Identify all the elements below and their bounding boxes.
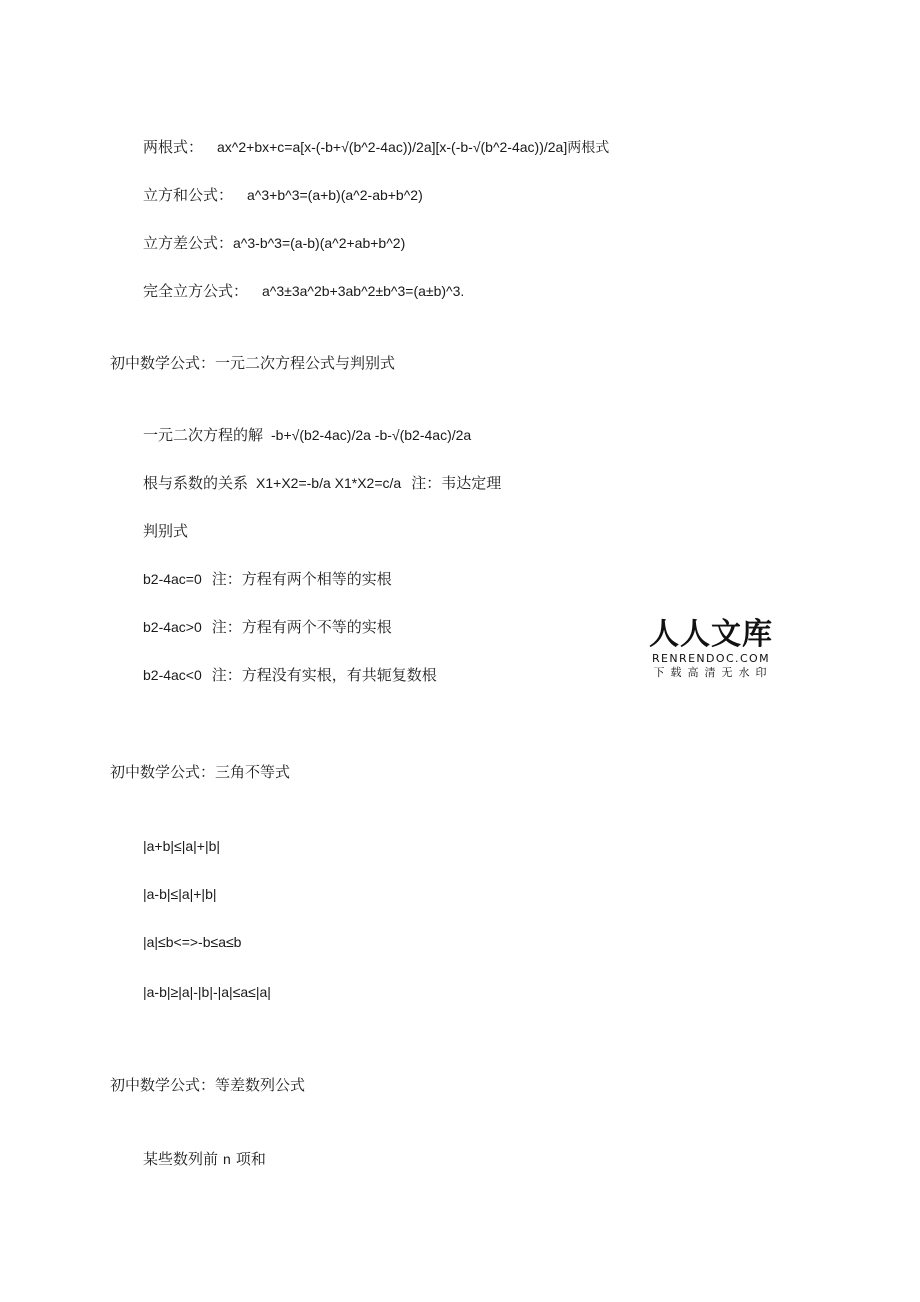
formula-text: ax^2+bx+c=a[x-(-b+√(b^2-4ac))/2a][x-(-b-√(b^2-4ac))/2a]两根式 [217,139,610,155]
inequality-item: |a-b|≥|a|-|b|-|a|≤a≤|a| [143,984,271,1000]
cube-sum-formula [143,185,423,205]
case-note: 注：方程没有实根，有共轭复数根 [211,666,437,684]
item-variable: n [223,1151,231,1167]
case-note: 注：方程有两个不等的实根 [211,618,392,636]
root-coefficient-relation [143,473,501,493]
solution-label: 一元二次方程的解 [143,426,264,444]
solution-formula: -b+√(b2-4ac)/2a -b-√(b2-4ac)/2a [271,427,472,443]
inequality-item: |a+b|≤|a|+|b| [143,838,220,854]
formula-label: 立方差公式： [143,234,234,252]
relation-note: 注：韦达定理 [411,474,502,492]
relation-formula: X1+X2=-b/a X1*X2=c/a [256,475,402,491]
case-formula: b2-4ac>0 [143,619,202,635]
watermark-subtitle: 下载高清无水印 [653,666,773,679]
discriminant-case [143,569,392,589]
formula-text: a^3-b^3=(a-b)(a^2+ab+b^2) [233,235,406,251]
section-heading-quadratic: 初中数学公式：一元二次方程公式与判别式 [110,354,396,372]
perfect-cube-formula [143,281,464,301]
discriminant-label: 判别式 [143,522,189,540]
case-formula: b2-4ac<0 [143,667,202,683]
item-prefix: 某些数列前 [143,1150,219,1168]
quadratic-solution [143,425,471,445]
case-note: 注：方程有两个相等的实根 [211,570,392,588]
sequence-sum-item [143,1149,266,1169]
formula-text: a^3+b^3=(a+b)(a^2-ab+b^2) [247,187,423,203]
discriminant-case [143,665,437,685]
inequality-item: |a|≤b<=>-b≤a≤b [143,934,242,950]
discriminant-case [143,617,392,637]
section-heading-arithmetic-sequence: 初中数学公式：等差数列公式 [110,1076,306,1094]
relation-label: 根与系数的关系 [143,474,249,492]
watermark-url: RENRENDOC.COM [652,652,770,665]
watermark-title: 人人文库 [649,617,773,652]
section-heading-triangle-inequality: 初中数学公式：三角不等式 [110,763,291,781]
formula-label: 立方和公式： [143,186,234,204]
formula-label: 完全立方公式： [143,282,249,300]
cube-difference-formula [143,233,405,253]
inequality-item: |a-b|≤|a|+|b| [143,886,217,902]
case-formula: b2-4ac=0 [143,571,202,587]
two-root-formula [143,137,609,157]
item-suffix: 项和 [235,1150,266,1168]
formula-label: 两根式： [143,138,204,156]
formula-text: a^3±3a^2b+3ab^2±b^3=(a±b)^3. [262,283,465,299]
renrendoc-watermark [646,618,776,680]
